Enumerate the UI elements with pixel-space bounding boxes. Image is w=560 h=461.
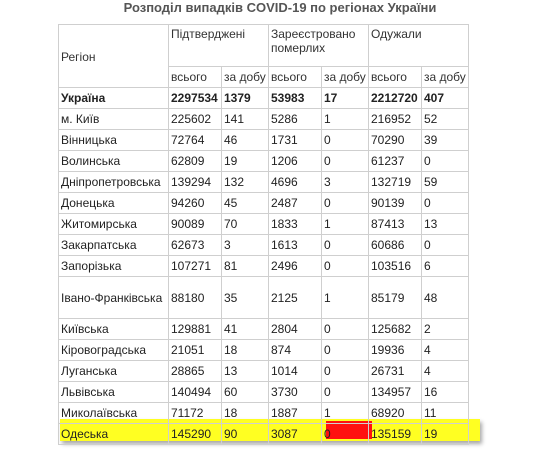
cell-confirmed-day: 18 <box>222 403 269 424</box>
table-row <box>59 193 469 214</box>
table-row <box>59 256 469 277</box>
cell-deaths-day: 0 <box>322 382 369 403</box>
cell-deaths-total: 3730 <box>269 382 322 403</box>
cell-deaths-total: 2125 <box>269 277 322 319</box>
table-row <box>59 319 469 340</box>
cell-deaths-total: 1731 <box>269 130 322 151</box>
cell-recovered-total: 60686 <box>369 235 422 256</box>
cell-recovered-total: 216952 <box>369 109 422 130</box>
table-row <box>59 130 469 151</box>
cell-confirmed-total: 107271 <box>169 256 222 277</box>
cell-confirmed-total: 28865 <box>169 361 222 382</box>
table-row <box>59 172 469 193</box>
cell-confirmed-day: 45 <box>222 193 269 214</box>
cell-confirmed-day: 132 <box>222 172 269 193</box>
cell-confirmed-total: 71172 <box>169 403 222 424</box>
cell-confirmed-total: 88180 <box>169 277 222 319</box>
cell-confirmed-day: 46 <box>222 130 269 151</box>
cell-recovered-total: 85179 <box>369 277 422 319</box>
cell-confirmed-total: 145290 <box>169 424 222 445</box>
cell-recovered-day: 59 <box>422 172 469 193</box>
cell-region: Кіровоградська <box>59 340 169 361</box>
header-recovered-day: за добу <box>422 67 469 88</box>
cell-deaths-day: 0 <box>322 235 369 256</box>
cell-region: м. Київ <box>59 109 169 130</box>
table-row <box>59 88 469 109</box>
cell-recovered-total: 125682 <box>369 319 422 340</box>
cell-recovered-day: 52 <box>422 109 469 130</box>
cell-confirmed-day: 19 <box>222 151 269 172</box>
cell-region: Донецька <box>59 193 169 214</box>
cell-region: Запорізька <box>59 256 169 277</box>
cell-confirmed-day: 13 <box>222 361 269 382</box>
cell-recovered-day: 0 <box>422 235 469 256</box>
cell-deaths-total: 2487 <box>269 193 322 214</box>
cell-confirmed-day: 18 <box>222 340 269 361</box>
cell-recovered-day: 11 <box>422 403 469 424</box>
cell-confirmed-total: 94260 <box>169 193 222 214</box>
table-row <box>59 277 469 319</box>
cell-recovered-total: 132719 <box>369 172 422 193</box>
cell-confirmed-total: 72764 <box>169 130 222 151</box>
cell-deaths-total: 53983 <box>269 88 322 109</box>
cell-confirmed-day: 81 <box>222 256 269 277</box>
cell-region: Одеська <box>59 424 169 445</box>
table-row <box>59 151 469 172</box>
cell-deaths-day: 0 <box>322 319 369 340</box>
table-row <box>59 214 469 235</box>
cell-recovered-day: 39 <box>422 130 469 151</box>
cell-recovered-total: 135159 <box>369 424 422 445</box>
cell-deaths-total: 1014 <box>269 361 322 382</box>
cell-recovered-total: 26731 <box>369 361 422 382</box>
cell-deaths-total: 1206 <box>269 151 322 172</box>
cell-recovered-total: 19936 <box>369 340 422 361</box>
cell-recovered-day: 0 <box>422 193 469 214</box>
page-title: Розподіл випадків COVID-19 по регіонах України <box>123 0 437 15</box>
header-confirmed-day: за добу <box>222 67 269 88</box>
cell-deaths-day: 0 <box>322 130 369 151</box>
cell-confirmed-total: 140494 <box>169 382 222 403</box>
header-region: Регіон <box>59 25 169 88</box>
cell-confirmed-day: 60 <box>222 382 269 403</box>
cell-confirmed-total: 90089 <box>169 214 222 235</box>
cell-region: Дніпропетровська <box>59 172 169 193</box>
table-row <box>59 424 469 445</box>
table-row <box>59 361 469 382</box>
cell-region: Львівська <box>59 382 169 403</box>
cell-confirmed-day: 141 <box>222 109 269 130</box>
cell-deaths-total: 2804 <box>269 319 322 340</box>
cell-confirmed-total: 21051 <box>169 340 222 361</box>
cell-recovered-total: 90139 <box>369 193 422 214</box>
cell-region: Закарпатська <box>59 235 169 256</box>
cell-recovered-total: 70290 <box>369 130 422 151</box>
cell-confirmed-total: 139294 <box>169 172 222 193</box>
header-recovered-total: всього <box>369 67 422 88</box>
table-row <box>59 340 469 361</box>
cell-deaths-day: 0 <box>322 151 369 172</box>
cell-region: Україна <box>59 88 169 109</box>
header-confirmed-total: всього <box>169 67 222 88</box>
cell-recovered-day: 13 <box>422 214 469 235</box>
cell-recovered-total: 87413 <box>369 214 422 235</box>
cell-region: Київська <box>59 319 169 340</box>
cell-deaths-day: 0 <box>322 193 369 214</box>
cell-confirmed-total: 225602 <box>169 109 222 130</box>
cell-deaths-day: 3 <box>322 172 369 193</box>
cell-region: Луганська <box>59 361 169 382</box>
cell-recovered-day: 48 <box>422 277 469 319</box>
cell-confirmed-total: 129881 <box>169 319 222 340</box>
cell-confirmed-day: 1379 <box>222 88 269 109</box>
cell-recovered-day: 0 <box>422 151 469 172</box>
cell-recovered-day: 16 <box>422 382 469 403</box>
cell-deaths-total: 874 <box>269 340 322 361</box>
cell-deaths-total: 5286 <box>269 109 322 130</box>
cell-deaths-total: 3087 <box>269 424 322 445</box>
table-row <box>59 109 469 130</box>
table-row <box>59 382 469 403</box>
cell-confirmed-day: 70 <box>222 214 269 235</box>
cell-confirmed-total: 2297534 <box>169 88 222 109</box>
cell-confirmed-day: 90 <box>222 424 269 445</box>
cell-deaths-day: 1 <box>322 109 369 130</box>
cell-confirmed-total: 62809 <box>169 151 222 172</box>
cell-confirmed-day: 41 <box>222 319 269 340</box>
cell-deaths-day: 17 <box>322 88 369 109</box>
cell-deaths-day: 0 <box>322 424 369 445</box>
cell-recovered-total: 61237 <box>369 151 422 172</box>
cell-deaths-day: 1 <box>322 403 369 424</box>
header-deaths: Зареєстровано померлих <box>269 25 369 67</box>
header-deaths-total: всього <box>269 67 322 88</box>
cell-deaths-total: 1613 <box>269 235 322 256</box>
cell-recovered-day: 4 <box>422 340 469 361</box>
table-row <box>59 235 469 256</box>
cell-region: Волинська <box>59 151 169 172</box>
cell-deaths-total: 4696 <box>269 172 322 193</box>
cell-recovered-day: 19 <box>422 424 469 445</box>
header-confirmed: Підтверджені <box>169 25 269 67</box>
cell-region: Житомирська <box>59 214 169 235</box>
header-recovered: Одужали <box>369 25 469 67</box>
cell-deaths-total: 1833 <box>269 214 322 235</box>
cell-region: Івано-Франківська <box>59 277 169 319</box>
cell-recovered-total: 103516 <box>369 256 422 277</box>
cell-recovered-total: 68920 <box>369 403 422 424</box>
cell-deaths-total: 1887 <box>269 403 322 424</box>
cell-confirmed-day: 3 <box>222 235 269 256</box>
cell-deaths-day: 0 <box>322 340 369 361</box>
cell-deaths-day: 1 <box>322 277 369 319</box>
covid-regions-table <box>58 24 469 445</box>
cell-recovered-day: 2 <box>422 319 469 340</box>
table-row-highlighted <box>59 403 469 424</box>
cell-recovered-day: 6 <box>422 256 469 277</box>
cell-recovered-total: 2212720 <box>369 88 422 109</box>
cell-region: Миколаївська <box>59 403 169 424</box>
cell-deaths-day: 1 <box>322 214 369 235</box>
cell-recovered-total: 134957 <box>369 382 422 403</box>
cell-deaths-day: 0 <box>322 361 369 382</box>
cell-recovered-day: 4 <box>422 361 469 382</box>
cell-recovered-day: 407 <box>422 88 469 109</box>
cell-confirmed-total: 62673 <box>169 235 222 256</box>
cell-deaths-day: 0 <box>322 256 369 277</box>
cell-confirmed-day: 35 <box>222 277 269 319</box>
cell-deaths-total: 2496 <box>269 256 322 277</box>
cell-region: Вінницька <box>59 130 169 151</box>
header-deaths-day: за добу <box>322 67 369 88</box>
